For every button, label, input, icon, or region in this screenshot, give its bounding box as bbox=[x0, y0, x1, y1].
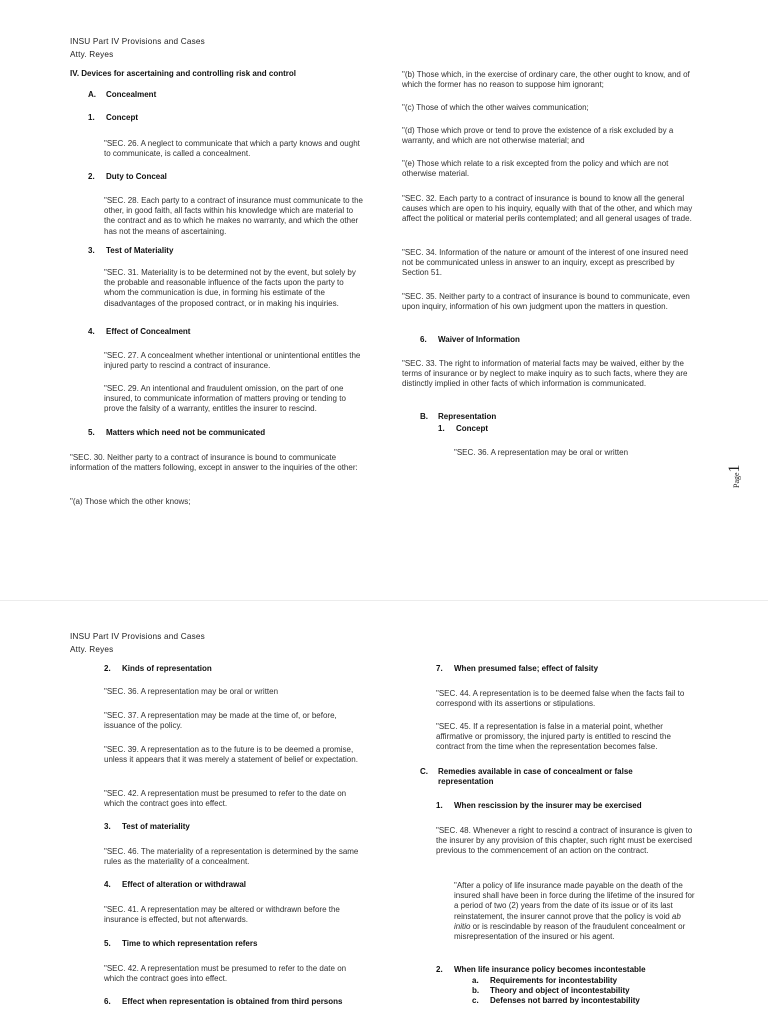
page-number: Page1 bbox=[726, 464, 743, 488]
provision-item-e: "(e) Those which relate to a risk excepted from the policy and which are not otherwise material. bbox=[402, 159, 669, 179]
provision-sec28: "SEC. 28. Each party to a contract of insurance must communicate to the other, in good faith, all facts within his knowledge which are material to the contract and as to which he makes no warranty, and which the other has not the means of ascertaining. bbox=[104, 196, 363, 236]
provision-sec42-b: "SEC. 42. A representation must be presumed to refer to the date on which the contract goes into effect. bbox=[104, 964, 347, 984]
heading-third-persons: 6. Effect when representation is obtained from third persons bbox=[104, 997, 343, 1006]
provision-sec33: "SEC. 33. The right to information of material facts may be waived, either by the terms of insurance or by neglect to make inquiry as to such facts, where they are distinctly implied in other facts of which information is communicated. bbox=[402, 359, 688, 389]
provision-sec39: "SEC. 39. A representation as to the future is to be deemed a promise, unless it appears that it was merely a statement of belief or expectation. bbox=[104, 745, 358, 765]
header-author-2: Atty. Reyes bbox=[70, 645, 114, 654]
provision-sec36-b: "SEC. 36. A representation may be oral or written bbox=[104, 687, 279, 696]
provision-sec41: "SEC. 41. A representation may be altered or withdrawn before the insurance is effected, but not afterwards. bbox=[104, 905, 340, 925]
provision-item-b: "(b) Those which, in the exercise of ordinary care, the other ought to know, and of which the former has no reason to suppose him ignorant; bbox=[402, 70, 690, 90]
heading-incontestable: 2. When life insurance policy becomes incontestable bbox=[436, 965, 646, 974]
provision-sec36: "SEC. 36. A representation may be oral or written bbox=[454, 448, 629, 457]
sublist-item-a: a. Requirements for incontestability bbox=[472, 976, 618, 985]
heading-waiver: 6. Waiver of Information bbox=[420, 335, 520, 344]
provision-sec34: "SEC. 34. Information of the nature or amount of the interest of one insured need not be communicated unless in answer to an inquiry, except as prescribed by Section 51. bbox=[402, 248, 689, 278]
heading-effect-concealment: 4. Effect of Concealment bbox=[88, 327, 191, 336]
heading-alteration: 4. Effect of alteration or withdrawal bbox=[104, 880, 247, 889]
heading-presumed-false: 7. When presumed false; effect of falsity bbox=[436, 664, 599, 673]
provision-sec37: "SEC. 37. A representation may be made at the time of, or before, issuance of the policy. bbox=[104, 711, 337, 731]
heading-test-materiality-2: 3. Test of materiality bbox=[104, 822, 190, 831]
heading-test-materiality: 3. Test of Materiality bbox=[88, 246, 174, 255]
header-title-2: INSU Part IV Provisions and Cases bbox=[70, 632, 205, 641]
provision-sec32: "SEC. 32. Each party to a contract of insurance is bound to know all the general causes which are open to his inquiry, equally with that of the other, and which may affect the political or material perils contemplated; and all general usages of trade. bbox=[402, 194, 693, 224]
provision-sec31: "SEC. 31. Materiality is to be determined not by the event, but solely by the probable and reasonable influence of the facts upon the party to whom the communication is due, in forming his estimate of the disadvantages of the proposed contract, or in making his inquiries. bbox=[104, 268, 356, 308]
provision-item-c: "(c) Those of which the other waives communication; bbox=[402, 103, 589, 112]
provision-sec26: "SEC. 26. A neglect to communicate that which a party knows and ought to communicate, is called a concealment. bbox=[104, 139, 360, 159]
sublist-item-b: b. Theory and object of incontestability bbox=[472, 986, 630, 996]
heading-matters: 5. Matters which need not be communicated bbox=[88, 428, 266, 437]
provision-sec42-a: "SEC. 42. A representation must be presumed to refer to the date on which the contract goes into effect. bbox=[104, 789, 347, 809]
heading-rescission: 1. When rescission by the insurer may be exercised bbox=[436, 801, 642, 810]
document-page-2 bbox=[0, 600, 768, 1025]
sublist-item-c: c. Defenses not barred by incontestability bbox=[472, 996, 640, 1006]
provision-sec35: "SEC. 35. Neither party to a contract of insurance is bound to communicate, even upon inquiry, information of his own judgment upon the matters in question. bbox=[402, 292, 690, 312]
provision-sec44: "SEC. 44. A representation is to be deemed false when the facts fail to correspond with its assertions or stipulations. bbox=[436, 689, 685, 709]
provision-item-a: "(a) Those which the other knows; bbox=[70, 497, 191, 506]
heading-duty: 2. Duty to Conceal bbox=[88, 172, 167, 181]
provision-sec45: "SEC. 45. If a representation is false in a material point, whether affirmative or promissory, the injured party is entitled to rescind the contract from the time when the representation becomes false. bbox=[436, 722, 671, 752]
header-title: INSU Part IV Provisions and Cases bbox=[70, 37, 205, 46]
incontestable-sublist bbox=[472, 976, 640, 1007]
heading-kinds: 2. Kinds of representation bbox=[104, 664, 212, 673]
provision-sec46: "SEC. 46. The materiality of a representation is determined by the same rules as the materiality of a concealment. bbox=[104, 847, 359, 867]
heading-b-concept: 1. Concept bbox=[438, 424, 488, 433]
heading-a: A. Concealment bbox=[88, 90, 157, 99]
provision-sec48: "SEC. 48. Whenever a right to rescind a contract of insurance is given to the insurer by any provision of this chapter, such right must be exercised previous to the commencement of an action on the contract. bbox=[436, 826, 693, 856]
header-author: Atty. Reyes bbox=[70, 50, 114, 59]
provision-sec29: "SEC. 29. An intentional and fraudulent omission, on the part of one insured, to communicate information of matters proving or tending to prove the falsity of a warranty, entitles the insurer to rescind. bbox=[104, 384, 346, 414]
heading-b: B. Representation bbox=[420, 412, 497, 421]
heading-time: 5. Time to which representation refers bbox=[104, 939, 258, 948]
provision-sec27: "SEC. 27. A concealment whether intentional or unintentional entitles the injured party to rescind a contract of insurance. bbox=[104, 351, 361, 371]
provision-item-d: "(d) Those which prove or tend to prove the existence of a risk excluded by a warranty, and which are not otherwise material; and bbox=[402, 126, 674, 146]
provision-incontestability: "After a policy of life insurance made payable on the death of the insured shall have been in force during the lifetime of the insured for a period of two (2) years from the date of its issue or of its last reinstatement, the insurer cannot prove that the policy is void ab initio or is rescindable by reason of the fraudulent concealment or misrepresentation of the insured or his agent. bbox=[454, 881, 695, 942]
section-title: IV. Devices for ascertaining and controlling risk and control bbox=[70, 69, 296, 78]
heading-c: C. Remedies available in case of concealment or false representation bbox=[420, 767, 633, 787]
provision-sec30: "SEC. 30. Neither party to a contract of insurance is bound to communicate information of the matters following, except in answer to the inquiries of the other: bbox=[70, 453, 358, 473]
heading-concept: 1. Concept bbox=[88, 113, 138, 122]
